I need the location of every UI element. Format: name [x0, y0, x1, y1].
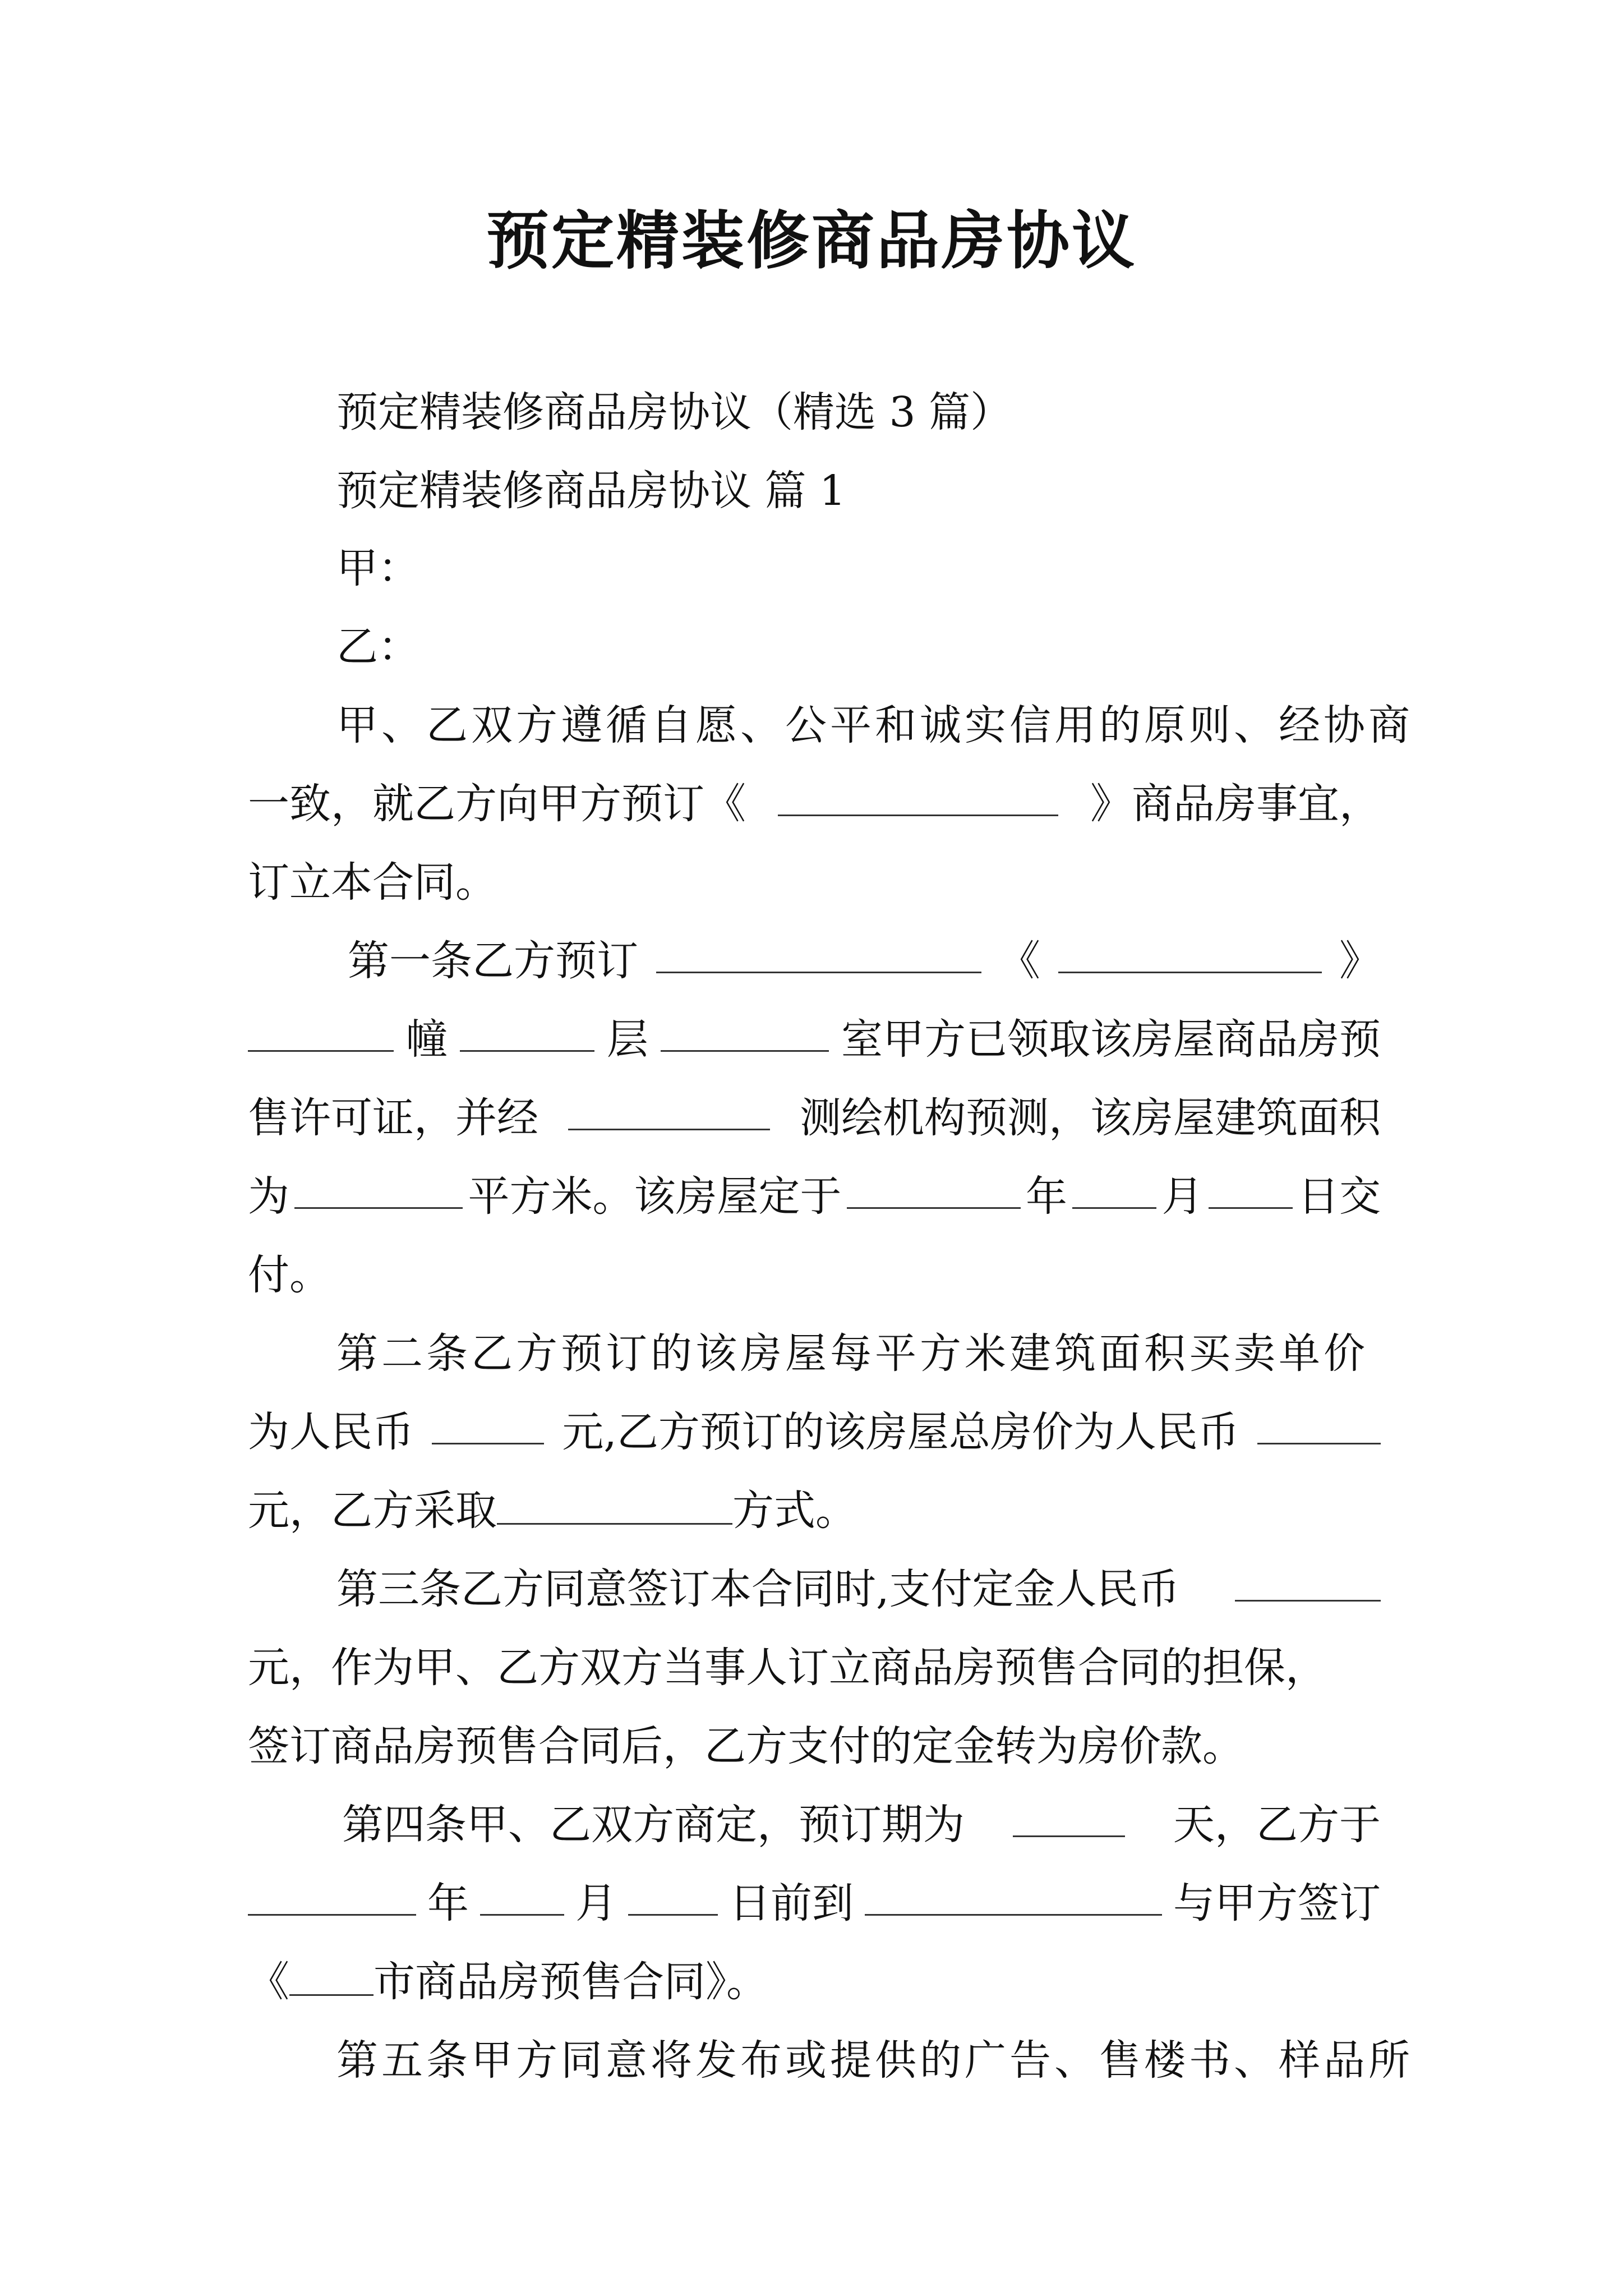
blank-deposit — [1235, 1564, 1381, 1602]
blank-project-name — [778, 779, 1058, 816]
text-fragment: 售许可证，并经 — [248, 1094, 538, 1142]
text-fragment: 为 — [248, 1172, 289, 1221]
text-fragment: 为人民币 — [248, 1408, 414, 1456]
section-heading: 预定精装修商品房协议 篇 1 — [336, 467, 846, 515]
blank-location — [656, 936, 981, 973]
blank-sign-place — [865, 1878, 1162, 1916]
article-1-line-1 — [348, 936, 1381, 986]
text-fragment: 测绘机构预测，该房屋建筑面积 — [800, 1094, 1381, 1142]
text-fragment: 年 — [427, 1879, 469, 1927]
text-fragment: 天，乙方于 — [1173, 1801, 1381, 1849]
blank-total-price — [1257, 1407, 1381, 1444]
article-2-line-3 — [248, 1485, 857, 1536]
text-fragment: 月 — [1161, 1172, 1204, 1221]
article-2-line-1: 第二条乙方预订的该房屋每平方米建筑面积买卖单价 — [336, 1329, 1368, 1378]
text-fragment: 《 — [999, 937, 1040, 985]
text-fragment: 》商品房事宜， — [1090, 780, 1381, 828]
party-b-label: 乙： — [336, 623, 419, 671]
article-1-line-3 — [248, 1093, 1381, 1143]
article-2-line-2 — [248, 1407, 1381, 1457]
article-3-line-2: 元，作为甲、乙方双方当事人订立商品房预售合同的担保， — [248, 1644, 1327, 1692]
text-fragment: 》 — [1339, 937, 1381, 985]
blank-project — [1058, 936, 1322, 973]
intro-paragraph-line-1: 甲、乙双方遵循自愿、公平和诚实信用的原则、经协商 — [336, 701, 1413, 749]
blank-payment-method — [497, 1487, 732, 1525]
text-fragment: 元,乙方预订的该房屋总房价为人民币 — [562, 1408, 1239, 1456]
text-fragment: 与甲方签订 — [1173, 1879, 1381, 1927]
text-fragment: 元，乙方采取 — [248, 1487, 497, 1535]
blank-sign-year — [248, 1878, 416, 1916]
article-4-line-3 — [248, 1957, 768, 2007]
blank-sign-month — [480, 1878, 564, 1916]
intro-paragraph-line-3: 订立本合同。 — [248, 858, 497, 907]
blank-year — [847, 1171, 1021, 1209]
text-fragment: 室甲方已领取该房屋商品房预 — [841, 1015, 1381, 1064]
article-5-line-1: 第五条甲方同意将发布或提供的广告、售楼书、样品所 — [336, 2036, 1413, 2085]
text-fragment: 第一条乙方预订 — [348, 937, 638, 985]
party-a-label: 甲： — [336, 544, 419, 592]
article-4-line-2 — [248, 1878, 1381, 1929]
document-subtitle: 预定精装修商品房协议（精选 3 篇） — [336, 388, 1012, 436]
article-1-line-4 — [248, 1171, 1381, 1222]
blank-sign-day — [628, 1878, 718, 1916]
text-fragment: 第四条甲、乙双方商定，预订期为 — [342, 1801, 965, 1849]
blank-city — [289, 1958, 374, 1996]
text-fragment: 第三条乙方同意签订本合同时,支付定金人民币 — [336, 1565, 1180, 1613]
text-fragment: 日前到 — [729, 1879, 854, 1927]
blank-room — [661, 1014, 829, 1052]
blank-survey-agency — [568, 1093, 770, 1130]
text-fragment: 层 — [607, 1015, 648, 1064]
text-fragment: 月 — [575, 1879, 617, 1927]
text-fragment: 《 — [248, 1958, 289, 2006]
blank-reservation-days — [1013, 1800, 1125, 1837]
text-fragment: 一致，就乙方向甲方预订《 — [248, 780, 746, 828]
article-1-line-2 — [248, 1014, 1381, 1065]
article-1-line-5: 付。 — [248, 1251, 331, 1299]
text-fragment: 幢 — [406, 1015, 448, 1064]
text-fragment: 平方米。该房屋定于 — [468, 1172, 842, 1221]
blank-floor — [460, 1014, 594, 1052]
article-3-line-1 — [336, 1564, 1381, 1614]
blank-unit-price — [432, 1407, 544, 1444]
intro-paragraph-line-2 — [248, 779, 1381, 829]
document-title: 预定精装修商品房协议 — [486, 204, 1137, 278]
blank-area — [294, 1171, 463, 1209]
text-fragment: 日交 — [1298, 1172, 1381, 1221]
blank-building — [248, 1014, 394, 1052]
article-4-line-1 — [342, 1800, 1381, 1850]
blank-day — [1209, 1171, 1293, 1209]
blank-month — [1072, 1171, 1156, 1209]
text-fragment: 市商品房预售合同》。 — [374, 1958, 768, 2006]
text-fragment: 方式。 — [732, 1487, 857, 1535]
article-3-line-3: 签订商品房预售合同后，乙方支付的定金转为房价款。 — [248, 1722, 1244, 1770]
text-fragment: 年 — [1026, 1172, 1067, 1221]
